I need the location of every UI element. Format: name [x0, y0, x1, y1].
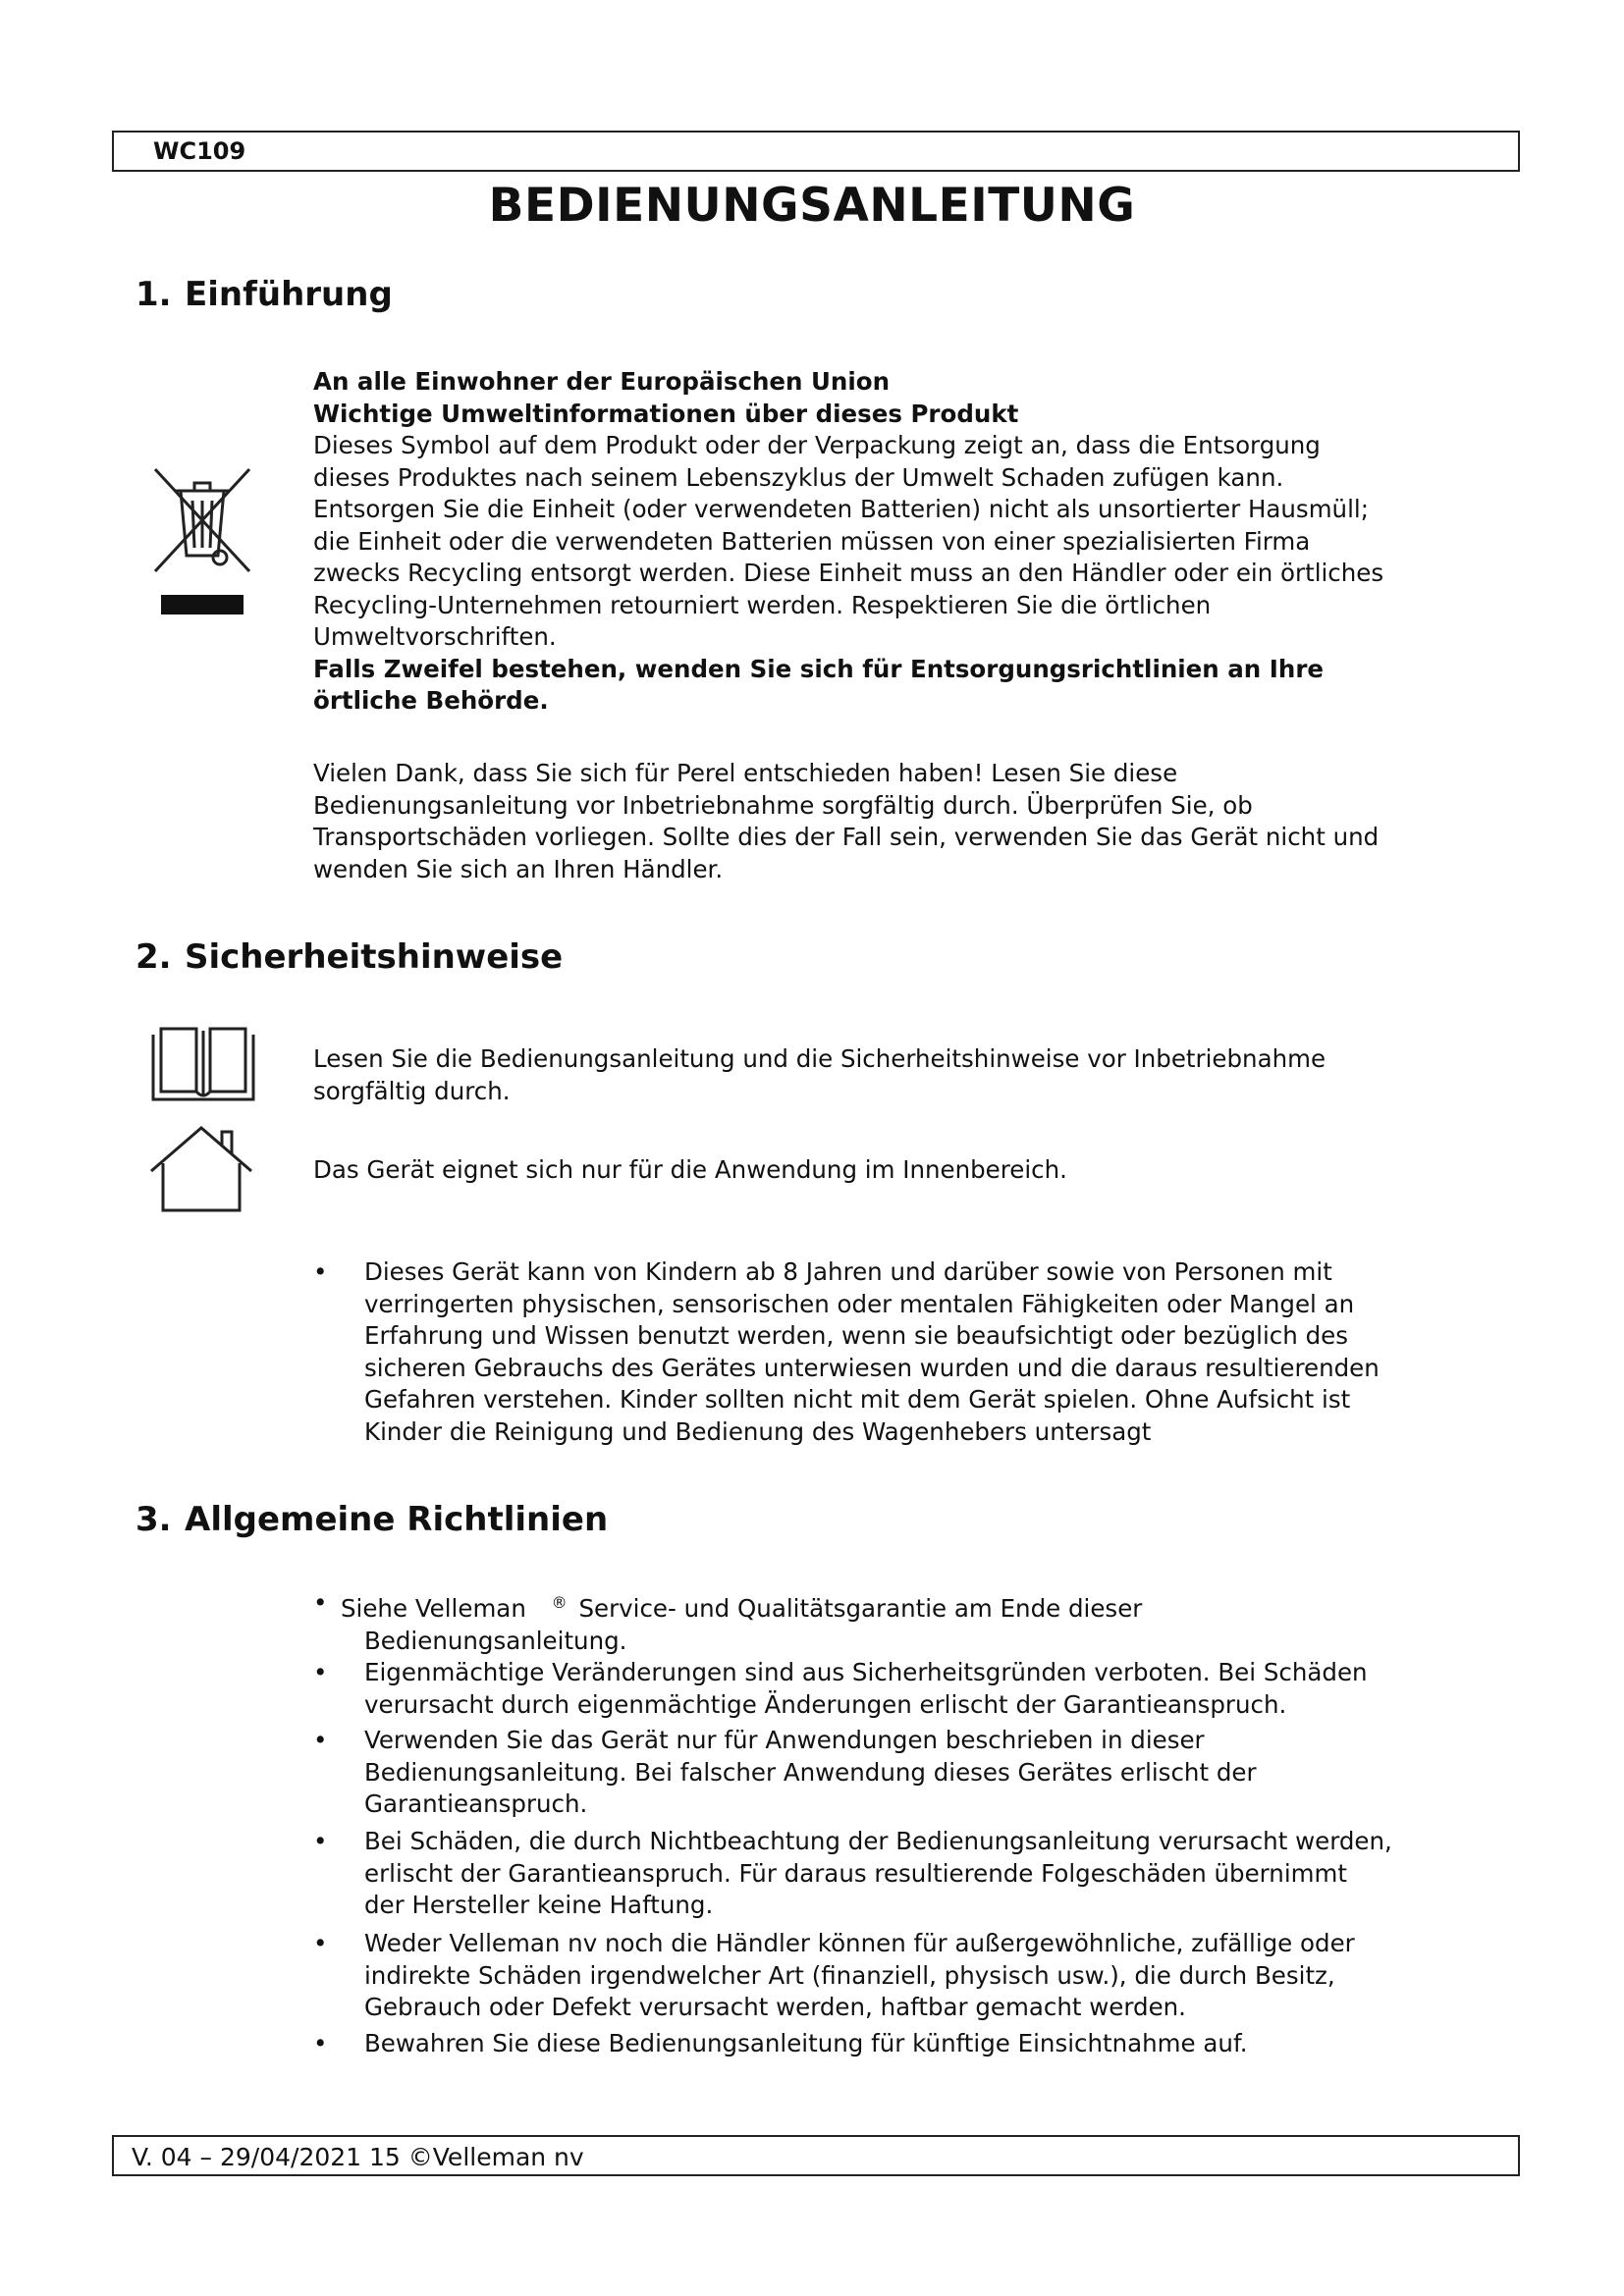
intro-line: Entsorgen Sie die Einheit (oder verwendeten Batterien) nicht als unsortierter Hausmüll; [313, 495, 1369, 523]
open-book-icon [149, 1021, 257, 1105]
intro-line: Recycling-Unternehmen retourniert werden. Respektieren Sie die örtlichen [313, 590, 1212, 619]
guideline-line: Gebrauch oder Defekt verursacht werden, haftbar gemacht werden. [364, 1993, 1186, 2021]
intro-line: Dieses Symbol auf dem Produkt oder der Verpackung zeigt an, dass die Entsorgung [313, 431, 1321, 459]
intro-doubt-line: Falls Zweifel bestehen, wenden Sie sich für Entsorgungsrichtlinien an Ihre [313, 654, 1325, 683]
section-heading-guidelines [135, 1500, 608, 1539]
intro-line: Umweltvorschriften. [313, 622, 557, 651]
bullet: • [313, 1658, 328, 1686]
children-line: Gefahren verstehen. Kinder sollten nicht mit dem Gerät spielen. Ohne Aufsicht ist [364, 1385, 1351, 1414]
guarantee-continuation: Bedienungsanleitung. [364, 1626, 627, 1655]
safety-read-line: sorgfältig durch. [313, 1076, 511, 1105]
intro-bold-line: Wichtige Umweltinformationen über dieses Produkt [313, 399, 1019, 428]
intro-line: die Einheit oder die verwendeten Batterien müssen von einer spezialisierten Firma [313, 526, 1311, 556]
page-title: BEDIENUNGSANLEITUNG [488, 179, 1136, 233]
bullet: • [313, 2029, 328, 2057]
bullet: • [313, 1726, 328, 1754]
guideline-line: verursacht durch eigenmächtige Änderungen erlischt der Garantieanspruch. [364, 1689, 1287, 1719]
intro-text [313, 366, 1501, 718]
intro-line: dieses Produktes nach seinem Lebenszyklus der Umwelt Schaden zufügen kann. [313, 462, 1284, 492]
bullet: • [313, 1929, 328, 1957]
children-line: Kinder die Reinigung und Bedienung des Wagenhebers untersagt [364, 1416, 1152, 1446]
guideline-line: Garantieanspruch. [364, 1789, 588, 1818]
guideline-line: indirekte Schäden irgendwelcher Art (finanziell, physisch usw.), die durch Besitz, [364, 1960, 1335, 1990]
guideline-line: Weder Velleman nv noch die Händler können für außergewöhnliche, zufällige oder [364, 1929, 1355, 1957]
children-line: sicheren Gebrauchs des Gerätes unterwiesen wurden und die daraus resultierenden [364, 1353, 1380, 1382]
thanks-line: Vielen Dank, dass Sie sich für Perel entschieden haben! Lesen Sie diese [313, 759, 1178, 787]
bullet: • [313, 1257, 328, 1286]
guideline-line: Verwenden Sie das Gerät nur für Anwendungen beschrieben in dieser [364, 1726, 1205, 1754]
section-heading-safety [135, 937, 563, 977]
guideline-line: Bei Schäden, die durch Nichtbeachtung der Bedienungsanleitung verursacht werden, [364, 1827, 1392, 1855]
guideline-line: der Hersteller keine Haftung. [364, 1891, 714, 1919]
safety-indoor-line: Das Gerät eignet sich nur für die Anwendung im Innenbereich. [313, 1155, 1067, 1184]
footer-box [112, 2135, 1520, 2176]
intro-bold-line: An alle Einwohner der Europäischen Union [313, 367, 891, 396]
section-number: 2. [135, 937, 172, 977]
thanks-line: wenden Sie sich an Ihren Händler. [313, 854, 724, 883]
section-title: Allgemeine Richtlinien [185, 1500, 609, 1539]
safety-read-text [313, 1043, 1501, 1107]
registered-mark: ® [551, 1593, 568, 1612]
guideline-line: erlischt der Garantieanspruch. Für daraus resultierende Folgeschäden übernimmt [364, 1858, 1347, 1888]
house-indoor-icon [147, 1124, 255, 1214]
safety-read-line: Lesen Sie die Bedienungsanleitung und die Sicherheitshinweise vor Inbetriebnahme [313, 1044, 1326, 1073]
header-box [112, 131, 1520, 172]
guideline-line: Bedienungsanleitung. Bei falscher Anwendung dieses Gerätes erlischt der [364, 1757, 1257, 1787]
footer-text: V. 04 – 29/04/2021 15 ©Velleman nv [132, 2143, 584, 2171]
model-number: WC109 [153, 137, 246, 165]
children-line: verringerten physischen, sensorischen oder mentalen Fähigkeiten oder Mangel an [364, 1289, 1355, 1318]
section-number: 3. [135, 1500, 172, 1539]
section-number: 1. [135, 275, 172, 314]
guideline-line: Bewahren Sie diese Bedienungsanleitung für künftige Einsichtnahme auf. [364, 2029, 1248, 2057]
guideline-line: Eigenmächtige Veränderungen sind aus Sicherheitsgründen verboten. Bei Schäden [364, 1658, 1368, 1686]
children-line: Dieses Gerät kann von Kindern ab 8 Jahren und darüber sowie von Personen mit [364, 1257, 1332, 1286]
intro-doubt-line: örtliche Behörde. [313, 686, 549, 715]
guarantee-prefix: Siehe Velleman [341, 1594, 526, 1624]
guarantee-rest: Service- und Qualitätsgarantie am Ende dieser [578, 1594, 1143, 1624]
children-line: Erfahrung und Wissen benutzt werden, wenn sie beaufsichtigt oder bezüglich des [364, 1321, 1348, 1350]
section-heading-introduction [135, 275, 393, 314]
thanks-text [313, 758, 1501, 885]
bullet: • [313, 1827, 328, 1855]
thanks-line: Bedienungsanleitung vor Inbetriebnahme sorgfältig durch. Überprüfen Sie, ob [313, 790, 1253, 820]
safety-indoor-text [313, 1154, 1501, 1187]
section-title: Einführung [185, 275, 393, 314]
bullet: • [313, 1588, 328, 1617]
weee-crossed-bin-icon [147, 461, 257, 618]
thanks-line: Transportschäden vorliegen. Sollte dies der Fall sein, verwenden Sie das Gerät nicht und [313, 823, 1380, 851]
section-title: Sicherheitshinweise [185, 937, 564, 977]
intro-line: zwecks Recycling entsorgt werden. Diese Einheit muss an den Händler oder ein örtliches [313, 559, 1384, 587]
